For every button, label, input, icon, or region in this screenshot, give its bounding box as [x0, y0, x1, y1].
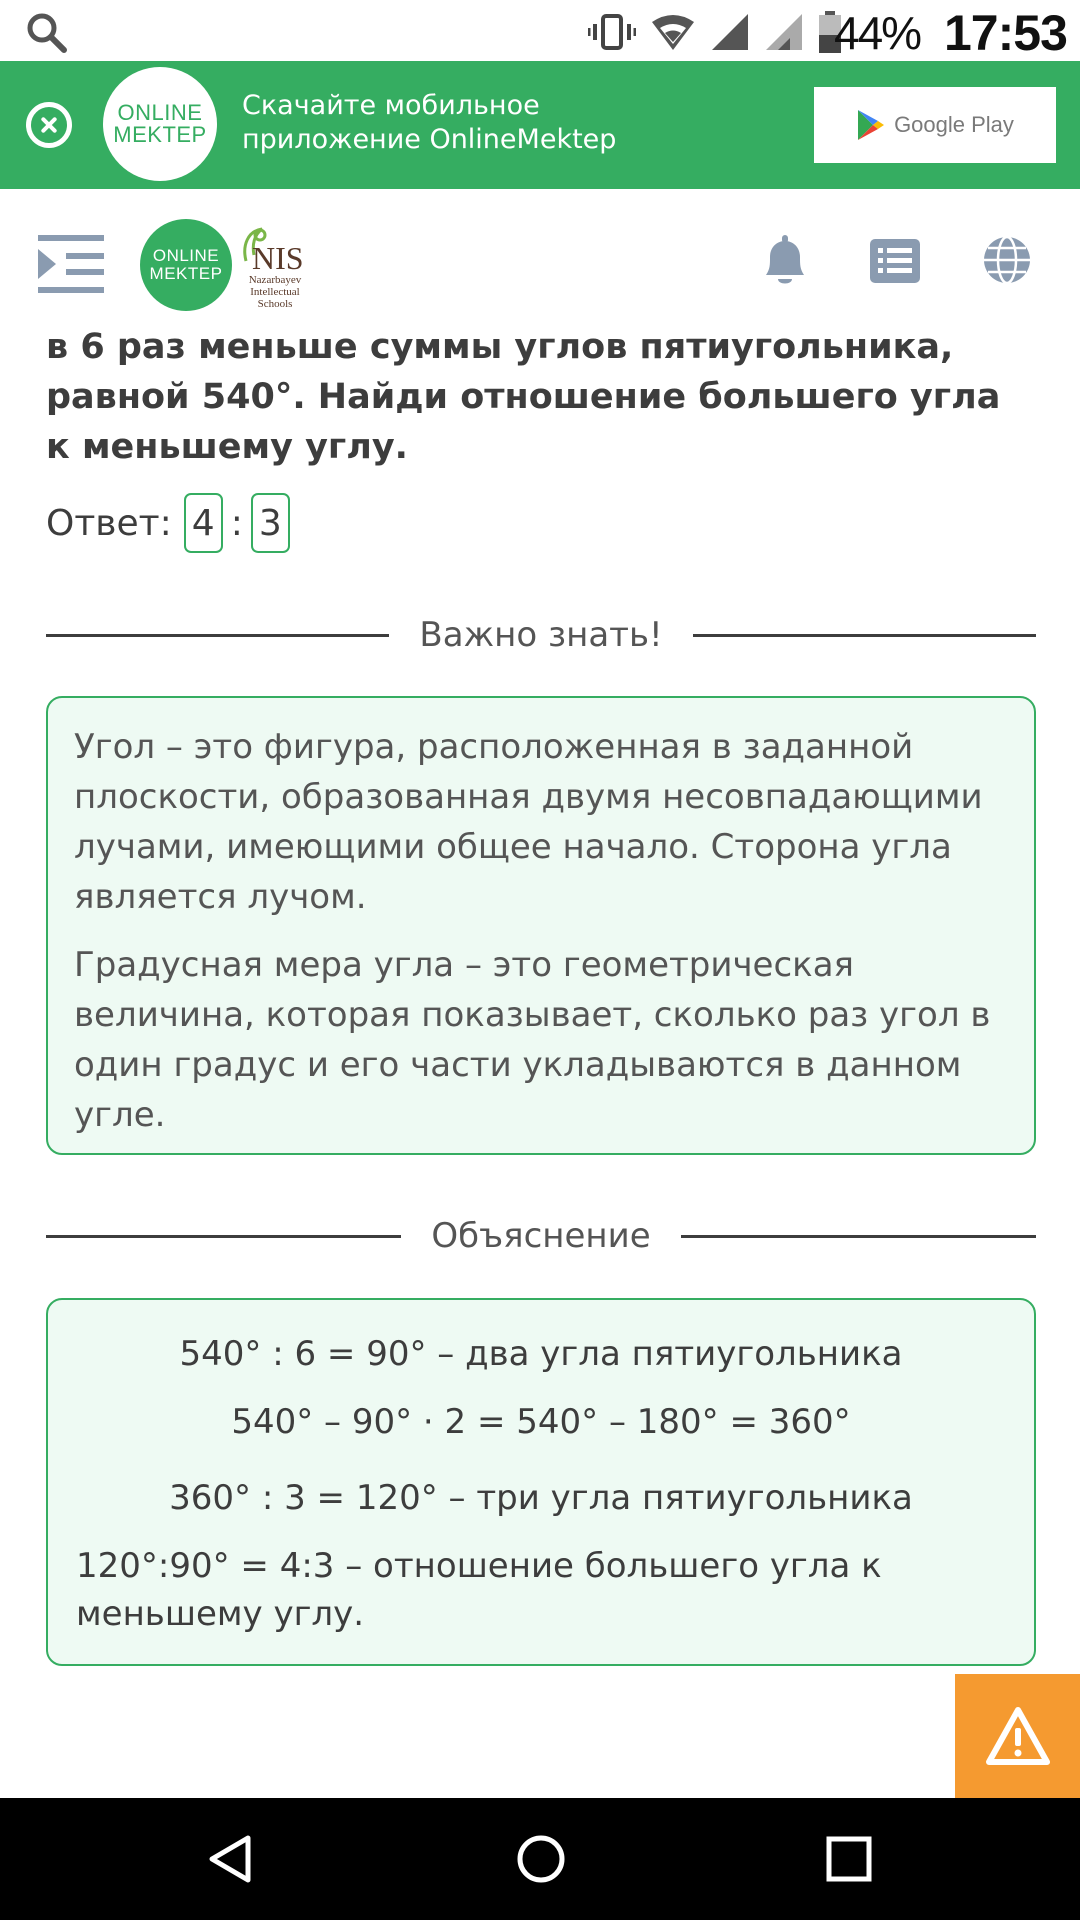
signal-icon: [710, 12, 750, 52]
onlinemektep-header-logo[interactable]: [140, 219, 232, 311]
task-list-icon[interactable]: [870, 239, 920, 283]
recent-apps-icon[interactable]: [826, 1836, 872, 1882]
divider-line: [693, 634, 1036, 637]
important-title: Важно знать!: [419, 615, 663, 655]
answer-input-second[interactable]: 3: [251, 493, 290, 553]
important-card: [46, 696, 1036, 1155]
header-logo-text-mektep: MEKTEP: [149, 264, 223, 283]
bell-icon[interactable]: [760, 235, 810, 287]
explanation-divider: [46, 1211, 1036, 1261]
important-divider: [46, 610, 1036, 660]
question-text: в 6 раз меньше суммы углов пятиугольника, равной 540°. Найди отношение большего угла к меньшему углу.: [46, 327, 1001, 467]
banner-text: Скачайте мобильное приложение OnlineMektep: [242, 90, 617, 155]
answer-label: Ответ:: [46, 502, 172, 544]
nis-subtitle-1: Nazarbayev: [248, 274, 302, 286]
explanation-line-2: 540° – 90° · 2 = 540° – 180° = 360°: [231, 1402, 851, 1442]
explanation-title: Объяснение: [431, 1216, 651, 1256]
clock: 17:53: [944, 5, 1067, 61]
explanation-line-1: 540° : 6 = 90° – два угла пятиугольника: [179, 1334, 903, 1374]
divider-line: [46, 1235, 401, 1238]
header-logo-text-online: ONLINE: [152, 246, 220, 265]
logo-text-online: ONLINE: [117, 100, 203, 125]
explanation-line-4: 120°:90° = 4:3 – отношение большего угла к меньшему углу.: [76, 1546, 882, 1634]
menu-icon[interactable]: [38, 233, 104, 295]
back-icon[interactable]: [206, 1834, 256, 1884]
navigation-bar: [0, 1798, 1080, 1920]
nis-subtitle-3: Schools: [257, 298, 293, 310]
nis-logo: [232, 221, 318, 311]
warning-icon: [985, 1706, 1051, 1766]
globe-icon[interactable]: [982, 235, 1032, 285]
onlinemektep-logo: [103, 67, 217, 181]
google-play-label: Google Play: [894, 112, 1014, 137]
app-header: [0, 189, 1080, 324]
search-icon[interactable]: [24, 10, 68, 54]
vibrate-icon: [588, 12, 636, 52]
nis-subtitle-2: Intellectual: [250, 286, 300, 298]
report-error-button[interactable]: [955, 1674, 1080, 1798]
divider-line: [681, 1235, 1036, 1238]
system-icons: [588, 10, 842, 54]
important-paragraph-1: Угол – это фигура, расположенная в заданной плоскости, образованная двумя несовпадающими лучами, имеющими общее начало. Сторона угла является лучом.: [74, 727, 983, 917]
divider-line: [46, 634, 389, 637]
app-download-banner: [0, 61, 1080, 189]
explanation-line-3: 360° : 3 = 120° – три угла пятиугольника: [169, 1478, 913, 1518]
answer-input-first[interactable]: 4: [184, 493, 223, 553]
status-bar: [0, 0, 1080, 61]
answer-row: [46, 492, 290, 554]
close-banner-button[interactable]: [26, 102, 72, 148]
google-play-icon: [856, 109, 886, 141]
home-icon[interactable]: [516, 1834, 566, 1884]
important-paragraph-2: Градусная мера угла – это геометрическая величина, которая показывает, сколько раз угол в один градус и его части укладываются в данном угле.: [74, 945, 991, 1135]
battery-level: 44%: [834, 7, 921, 59]
google-play-button[interactable]: [814, 87, 1056, 163]
signal-secondary-icon: [764, 12, 804, 52]
wifi-icon: [650, 12, 696, 52]
explanation-card: [46, 1298, 1036, 1666]
nis-title: NIS: [252, 240, 304, 276]
answer-separator: :: [230, 502, 243, 544]
logo-text-mektep: MEKTEP: [113, 122, 207, 147]
